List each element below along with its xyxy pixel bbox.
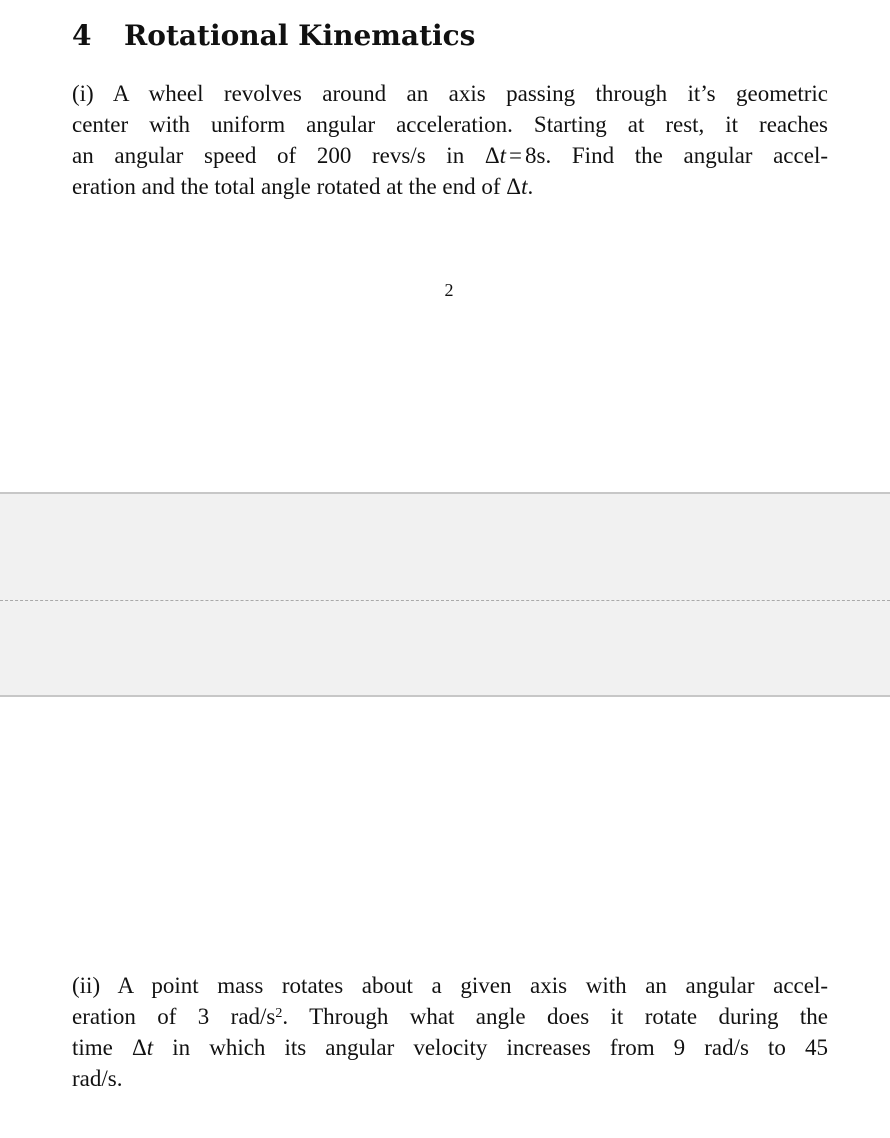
problem-i-line-3-start: an angular speed of 200 revs/s in xyxy=(72,143,485,168)
problem-i-line-2: center with uniform angular acceleration. Starting at rest, it reaches xyxy=(72,112,828,137)
page-number: 2 xyxy=(444,280,454,300)
problem-ii-text xyxy=(72,970,828,1094)
time-symbol: t xyxy=(499,143,507,168)
page-gap xyxy=(0,492,890,697)
section-number: 4 xyxy=(72,19,92,52)
problem-ii-line-3-end: in which its angular velocity increases from 9 rad/s to 45 xyxy=(153,1035,828,1060)
problem-ii-line-1: (ii) A point mass rotates about a given axis with an angular accel- xyxy=(72,973,828,998)
problem-ii-line-2-start: eration of 3 rad/s xyxy=(72,1004,276,1029)
section-heading xyxy=(72,16,475,56)
problem-i-line-1: (i) A wheel revolves around an axis passing through it’s geometric xyxy=(72,81,828,106)
section-title: Rotational Kinematics xyxy=(124,19,476,52)
problem-ii-line-3-start: time xyxy=(72,1035,132,1060)
problem-i-line-3-end: 8s. Find the angular accel- xyxy=(525,143,828,168)
problem-i-line-3 xyxy=(72,140,828,171)
document-page-top xyxy=(0,0,890,492)
problem-ii-line-4: rad/s. xyxy=(72,1066,123,1091)
time-symbol: t xyxy=(521,174,528,199)
page-break-line xyxy=(0,600,890,601)
problem-ii-line-2 xyxy=(72,1001,828,1032)
problem-i-line-4-start: eration and the total angle rotated at the end of xyxy=(72,174,507,199)
delta-symbol: Δ xyxy=(131,1035,147,1060)
problem-ii-line-2-end: . Through what angle does it rotate during the xyxy=(282,1004,828,1029)
problem-i-text xyxy=(72,78,828,202)
time-symbol: t xyxy=(146,1035,154,1060)
delta-symbol: Δ xyxy=(506,174,522,199)
period-symbol: . xyxy=(527,174,534,199)
exponent: 2 xyxy=(275,1006,283,1021)
delta-symbol: Δ xyxy=(484,143,500,168)
problem-ii-line-3 xyxy=(72,1032,828,1063)
equals-symbol: = xyxy=(509,143,523,168)
problem-i-line-4 xyxy=(72,171,828,202)
